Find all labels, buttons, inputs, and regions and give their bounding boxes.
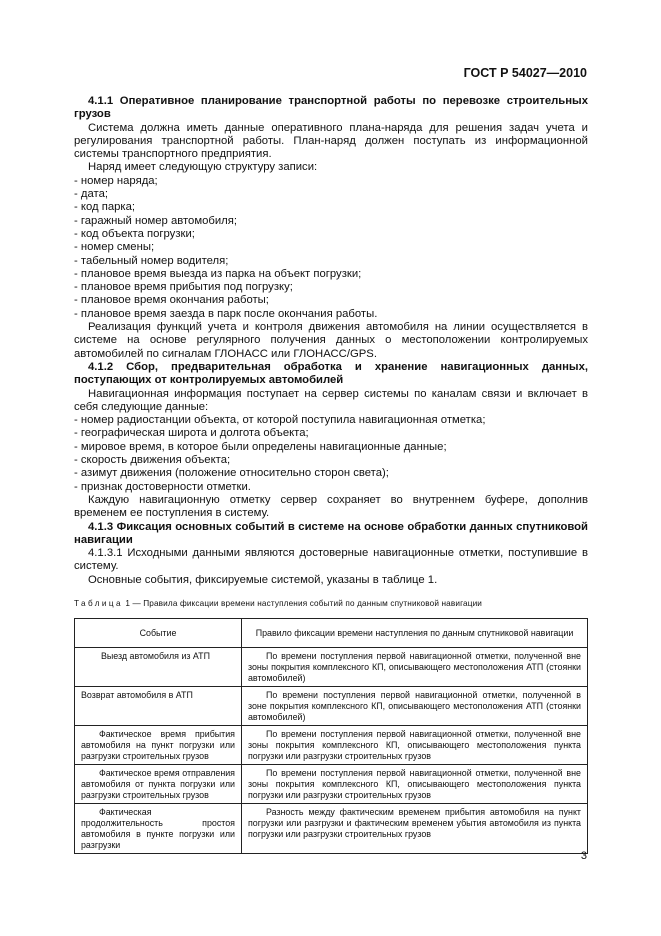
list-item: - мировое время, в которое были определены навигационные данные; xyxy=(74,440,447,453)
document-code: ГОСТ Р 54027—2010 xyxy=(463,66,587,80)
section-4-1-2-paragraph-2: Каждую навигационную отметку сервер сохраняет во внутреннем буфере, дополнив временем ее поступления в систему. xyxy=(74,493,588,520)
list-item: - признак достоверности отметки. xyxy=(74,480,251,493)
table-caption xyxy=(74,597,588,610)
section-4-1-1-paragraph-2: Наряд имеет следующую структуру записи: xyxy=(88,161,318,174)
event-cell: Возврат автомобиля в АТП xyxy=(75,687,242,726)
section-4-1-2-heading: 4.1.2 Сбор, предварительная обработка и хранение навигационных данных, поступающих от контролируемых автомобилей xyxy=(74,360,588,387)
section-4-1-1-paragraph-1: Система должна иметь данные оперативного плана-наряда для решения задач учета и регулирования транспортной работы. План-наряд должен поступать из информационной системы транспортного предприятия. xyxy=(74,121,588,161)
rule-cell: Разность между фактическим временем прибытия автомобиля на пункт погрузки или разгрузки и фактическим временем убытия автомобиля из пункта погрузки или разгрузки строительных грузов xyxy=(242,804,588,854)
navigation-data-list xyxy=(74,414,588,494)
table-row xyxy=(75,726,588,765)
section-4-1-1-heading: 4.1.1 Оперативное планирование транспортной работы по перевозке строительных грузов xyxy=(74,95,588,121)
event-cell: Фактическое время прибытия автомобиля на пункт погрузки или разгрузки строительных грузов xyxy=(75,726,242,765)
event-cell: Фактическая продолжительность простоя автомобиля в пункте погрузки или разгрузки xyxy=(75,804,242,854)
list-item: - номер наряда; xyxy=(74,174,158,187)
section-4-1-1-paragraph-3: Реализация функций учета и контроля движения автомобиля на линии осуществляется в системе на основе регулярного получения данных о местоположении контролируемых автомобилей по сигналам ГЛОНАСС или ГЛОНАСС/GPS. xyxy=(74,321,588,360)
events-table xyxy=(74,618,588,854)
table-row xyxy=(75,804,588,854)
table-row xyxy=(75,687,588,726)
rule-cell: По времени поступления первой навигационной отметки, полученной вне зоны покрытия комплексного КП, описывающего местоположения пункта погрузки или разгрузки строительных грузов xyxy=(242,726,588,765)
event-cell: Выезд автомобиля из АТП xyxy=(75,648,242,687)
rule-cell: По времени поступления первой навигационной отметки, полученной в зоне покрытия комплексного КП, описывающего местоположения АТП (стоянки автомобилей) xyxy=(242,687,588,726)
section-4-1-3-heading: 4.1.3 Фиксация основных событий в системе на основе обработки данных спутниковой навигации xyxy=(74,520,588,546)
column-header-event: Событие xyxy=(75,619,242,648)
table-header-row xyxy=(75,619,588,648)
order-structure-list xyxy=(74,175,588,321)
list-item: - азимут движения (положение относительно сторон света); xyxy=(74,467,389,480)
rule-cell: По времени поступления первой навигационной отметки, полученной вне зоны покрытия комплексного КП, описывающего местоположения пункта погрузки или разгрузки строительных грузов xyxy=(242,765,588,804)
document-body xyxy=(74,95,588,854)
list-item: - плановое время прибытия под погрузку; xyxy=(74,281,293,294)
column-header-rule: Правило фиксации времени наступления по данным спутниковой навигации xyxy=(242,619,588,648)
section-4-1-3-paragraph-1: 4.1.3.1 Исходными данными являются достоверные навигационные отметки, поступившие в систему. xyxy=(74,547,588,573)
list-item: - плановое время заезда в парк после окончания работы. xyxy=(74,307,378,320)
page-number: 3 xyxy=(580,850,587,862)
section-4-1-3-paragraph-2: Основные события, фиксируемые системой, указаны в таблице 1. xyxy=(88,573,438,586)
list-item: - плановое время выезда из парка на объект погрузки; xyxy=(74,267,362,280)
list-item: - табельный номер водителя; xyxy=(74,254,229,267)
table-caption-text: 1 — Правила фиксации времени наступления событий по данным спутниковой навигации xyxy=(122,598,483,608)
rule-cell: По времени поступления первой навигационной отметки, полученной вне зоны покрытия комплексного КП, описывающего местоположения АТП (стоянки автомобилей) xyxy=(242,648,588,687)
list-item: - гаражный номер автомобиля; xyxy=(74,214,238,227)
table-row xyxy=(75,765,588,804)
table-row xyxy=(75,648,588,687)
table-caption-word: Таблица xyxy=(74,598,123,608)
event-cell: Фактическое время отправления автомобиля от пункта погрузки или разгрузки строительных грузов xyxy=(75,765,242,804)
list-item: - скорость движения объекта; xyxy=(74,454,231,467)
list-item: - дата; xyxy=(74,188,108,201)
list-item: - код объекта погрузки; xyxy=(74,227,195,240)
list-item: - номер радиостанции объекта, от которой поступила навигационная отметка; xyxy=(74,414,486,427)
list-item: - номер смены; xyxy=(74,241,155,254)
list-item: - географическая широта и долгота объекта; xyxy=(74,427,309,440)
list-item: - код парка; xyxy=(74,201,136,214)
list-item: - плановое время окончания работы; xyxy=(74,294,269,307)
section-4-1-2-paragraph-1: Навигационная информация поступает на сервер системы по каналам связи и включает в себя следующие данные: xyxy=(74,387,588,413)
